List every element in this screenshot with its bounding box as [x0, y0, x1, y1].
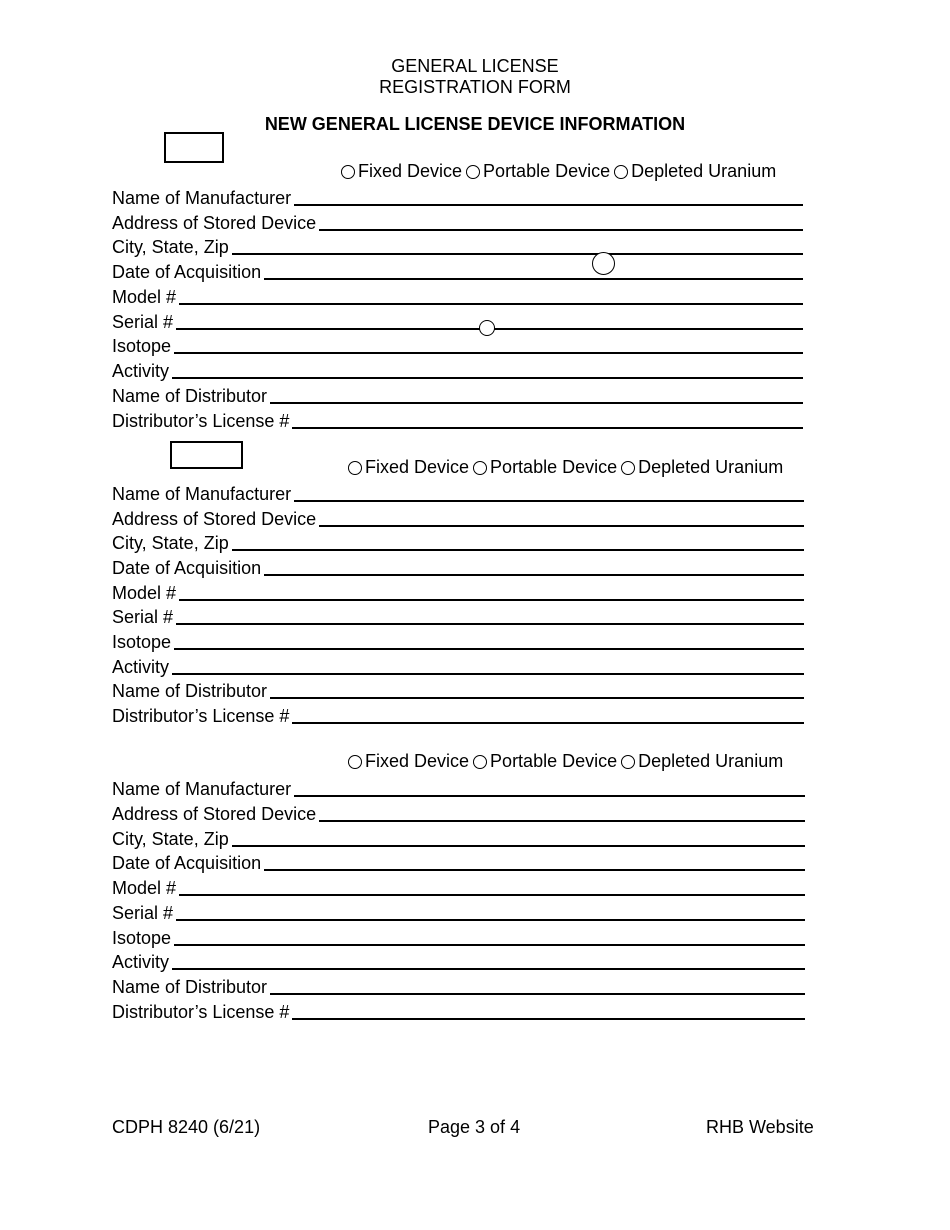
device-2-checkbox[interactable]	[170, 441, 243, 469]
device-1-radio-fixed[interactable]	[341, 161, 462, 182]
device-1-city-state-zip-field[interactable]	[112, 233, 803, 257]
radio-label: Fixed Device	[365, 457, 470, 477]
field-input-line[interactable]	[179, 303, 803, 305]
device-1-address-field[interactable]	[112, 209, 803, 233]
device-1-type-radio-group	[341, 161, 780, 182]
form-title-line1: GENERAL LICENSE	[391, 56, 559, 76]
device-3-distributor-name-field[interactable]	[112, 973, 805, 997]
field-label: Address of Stored Device	[112, 509, 317, 529]
device-1-distributor-name-field[interactable]	[112, 382, 803, 406]
footer-page-number: Page 3 of 4	[428, 1117, 521, 1137]
device-1-manufacturer-field[interactable]	[112, 184, 803, 208]
field-label: Name of Distributor	[112, 681, 268, 701]
device-3-radio-portable[interactable]	[473, 751, 617, 772]
radio-circle-icon	[466, 165, 480, 179]
device-3-radio-depleted-uranium[interactable]	[621, 751, 783, 772]
field-label: City, State, Zip	[112, 533, 229, 553]
device-2-isotope-field[interactable]	[112, 628, 804, 652]
field-input-line[interactable]	[174, 352, 803, 354]
device-3-radio-fixed[interactable]	[348, 751, 469, 772]
device-2-distributor-license-field[interactable]	[112, 702, 804, 726]
footer-form-number: CDPH 8240 (6/21)	[112, 1117, 261, 1137]
field-input-line[interactable]	[179, 894, 805, 896]
field-label: Name of Manufacturer	[112, 484, 292, 504]
radio-circle-icon	[341, 165, 355, 179]
field-label: Activity	[112, 952, 170, 972]
field-input-line[interactable]	[172, 673, 804, 675]
device-1-model-field[interactable]	[112, 283, 803, 307]
field-input-line[interactable]	[172, 968, 805, 970]
field-input-line[interactable]	[232, 549, 804, 551]
field-label: Serial #	[112, 607, 174, 627]
field-input-line[interactable]	[232, 253, 803, 255]
field-input-line[interactable]	[294, 500, 804, 502]
field-label: Address of Stored Device	[112, 804, 317, 824]
field-label: Name of Distributor	[112, 977, 268, 997]
radio-label: Depleted Uranium	[638, 751, 784, 771]
field-input-line[interactable]	[294, 204, 803, 206]
radio-label: Depleted Uranium	[631, 161, 777, 181]
field-label: Serial #	[112, 903, 174, 923]
field-input-line[interactable]	[264, 278, 803, 280]
radio-label: Depleted Uranium	[638, 457, 784, 477]
radio-label: Fixed Device	[358, 161, 463, 181]
field-label: City, State, Zip	[112, 237, 229, 257]
device-3-acquisition-date-field[interactable]	[112, 849, 805, 873]
field-input-line[interactable]	[174, 648, 804, 650]
device-1-activity-field[interactable]	[112, 357, 803, 381]
device-2-acquisition-date-field[interactable]	[112, 554, 804, 578]
field-input-line[interactable]	[294, 795, 805, 797]
radio-circle-icon	[473, 755, 487, 769]
field-label: Activity	[112, 657, 170, 677]
field-input-line[interactable]	[264, 869, 805, 871]
field-label: Isotope	[112, 336, 172, 356]
field-label: Name of Distributor	[112, 386, 268, 406]
device-1-radio-depleted-uranium[interactable]	[614, 161, 776, 182]
field-label: Date of Acquisition	[112, 558, 262, 578]
field-input-line[interactable]	[174, 944, 805, 946]
device-3-type-radio-group	[348, 751, 787, 772]
device-3-model-field[interactable]	[112, 874, 805, 898]
device-1-isotope-field[interactable]	[112, 332, 803, 356]
radio-circle-icon	[348, 461, 362, 475]
field-label: Activity	[112, 361, 170, 381]
device-3-isotope-field[interactable]	[112, 924, 805, 948]
device-2-radio-portable[interactable]	[473, 457, 617, 478]
field-label: Model #	[112, 583, 177, 603]
field-label: Date of Acquisition	[112, 262, 262, 282]
device-1-distributor-license-field[interactable]	[112, 407, 803, 431]
device-2-city-state-zip-field[interactable]	[112, 529, 804, 553]
stray-radio-circle-icon[interactable]	[479, 320, 495, 336]
device-2-model-field[interactable]	[112, 579, 804, 603]
device-2-activity-field[interactable]	[112, 653, 804, 677]
field-input-line[interactable]	[232, 845, 805, 847]
field-label: Address of Stored Device	[112, 213, 317, 233]
field-input-line[interactable]	[172, 377, 803, 379]
form-title-line2: REGISTRATION FORM	[379, 77, 571, 97]
footer-website-link[interactable]: RHB Website	[706, 1117, 814, 1137]
field-label: Distributor’s License #	[112, 411, 290, 431]
field-label: Name of Manufacturer	[112, 188, 292, 208]
device-1-acquisition-date-field[interactable]	[112, 258, 803, 282]
field-input-line[interactable]	[319, 229, 803, 231]
radio-circle-icon	[621, 461, 635, 475]
field-input-line[interactable]	[179, 599, 804, 601]
field-label: City, State, Zip	[112, 829, 229, 849]
device-2-manufacturer-field[interactable]	[112, 480, 804, 504]
device-3-address-field[interactable]	[112, 800, 805, 824]
device-2-type-radio-group	[348, 457, 787, 478]
device-2-serial-field[interactable]	[112, 603, 804, 627]
device-2-distributor-name-field[interactable]	[112, 677, 804, 701]
field-label: Distributor’s License #	[112, 706, 290, 726]
device-2-radio-fixed[interactable]	[348, 457, 469, 478]
device-3-distributor-license-field[interactable]	[112, 998, 805, 1022]
field-input-line[interactable]	[319, 820, 805, 822]
field-label: Isotope	[112, 928, 172, 948]
field-input-line[interactable]	[292, 722, 804, 724]
radio-label: Fixed Device	[365, 751, 470, 771]
device-3-manufacturer-field[interactable]	[112, 775, 805, 799]
field-label: Date of Acquisition	[112, 853, 262, 873]
device-3-serial-field[interactable]	[112, 899, 805, 923]
field-label: Isotope	[112, 632, 172, 652]
device-3-city-state-zip-field[interactable]	[112, 825, 805, 849]
field-input-line[interactable]	[292, 1018, 805, 1020]
device-2-address-field[interactable]	[112, 505, 804, 529]
field-input-line[interactable]	[319, 525, 804, 527]
device-3-activity-field[interactable]	[112, 948, 805, 972]
field-input-line[interactable]	[270, 402, 803, 404]
radio-circle-icon	[614, 165, 628, 179]
field-label: Serial #	[112, 312, 174, 332]
field-label: Model #	[112, 287, 177, 307]
radio-label: Portable Device	[490, 457, 618, 477]
field-input-line[interactable]	[176, 919, 805, 921]
stray-radio-circle-icon[interactable]	[592, 252, 615, 275]
device-1-radio-portable[interactable]	[466, 161, 610, 182]
field-label: Model #	[112, 878, 177, 898]
field-label: Name of Manufacturer	[112, 779, 292, 799]
field-label: Distributor’s License #	[112, 1002, 290, 1022]
radio-circle-icon	[473, 461, 487, 475]
radio-label: Portable Device	[483, 161, 611, 181]
device-1-checkbox[interactable]	[164, 132, 224, 163]
field-input-line[interactable]	[270, 993, 805, 995]
radio-circle-icon	[621, 755, 635, 769]
field-input-line[interactable]	[264, 574, 804, 576]
radio-circle-icon	[348, 755, 362, 769]
field-input-line[interactable]	[176, 623, 804, 625]
field-input-line[interactable]	[292, 427, 803, 429]
section-heading: NEW GENERAL LICENSE DEVICE INFORMATION	[264, 114, 686, 134]
field-input-line[interactable]	[270, 697, 804, 699]
device-1-serial-field[interactable]	[112, 308, 803, 332]
device-2-radio-depleted-uranium[interactable]	[621, 457, 783, 478]
radio-label: Portable Device	[490, 751, 618, 771]
